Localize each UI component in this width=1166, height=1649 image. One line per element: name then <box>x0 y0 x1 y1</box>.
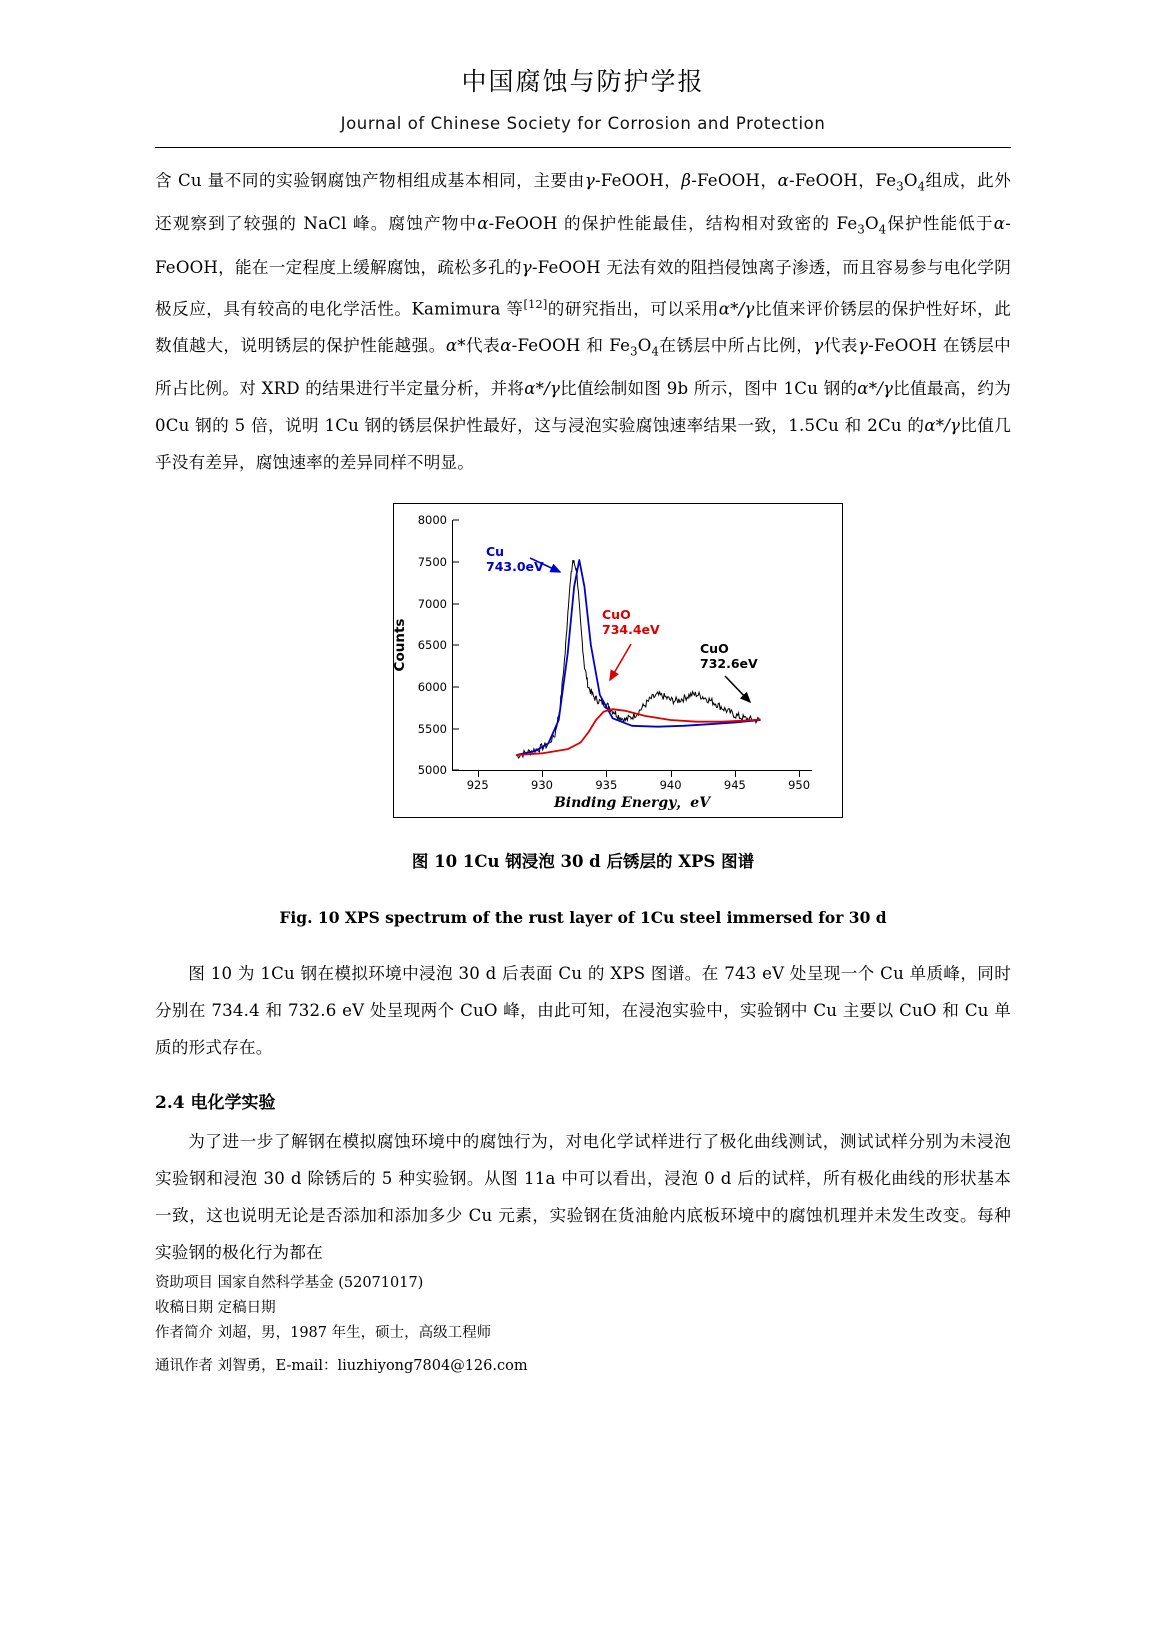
x-tick-label-945: 945 <box>723 778 746 793</box>
p1-ratio-2: α*/γ <box>524 379 561 399</box>
p1-gamma-2: γ <box>521 257 532 277</box>
p1-sub-3: 3 <box>896 179 904 194</box>
section-heading-2-4: 2.4 电化学实验 <box>155 1093 276 1114</box>
annotation-cuo-732-label: CuO <box>700 641 729 657</box>
p1-seg-k: 在锈层中所占比例， <box>659 336 814 356</box>
p1-sub-3c: 3 <box>630 344 638 359</box>
y-tick-label-7000: 7000 <box>417 596 447 611</box>
footnote-corresponding: 通讯作者 刘智勇，E-mail：liuzhiyong7804@126.com <box>155 1358 528 1375</box>
p1-o-b: O <box>864 214 879 234</box>
y-tick-label-6000: 6000 <box>417 680 447 695</box>
p1-seg-f: -FeOOH 无法有效的阻挡侵蚀离子渗透，而且容易参与电化学阴极反应，具有较高的电化学活性。Kamimura 等 <box>155 257 1011 319</box>
x-axis-label: Binding Energy，eV <box>553 795 711 812</box>
xps-chart <box>393 503 843 818</box>
p1-gamma-4: γ <box>858 336 869 356</box>
p1-ratio-4: α*/γ <box>924 416 961 436</box>
footnote-author: 作者简介 刘超，男，1987 年生，硕士，高级工程师 <box>155 1325 492 1342</box>
figure-10 <box>155 503 1011 818</box>
p1-seg-l: 代表 <box>823 336 859 356</box>
annotation-cuo-734-value: 734.4eV <box>602 622 660 638</box>
figure-caption-en: Fig. 10 XPS spectrum of the rust layer of 1Cu steel immersed for 30 d <box>279 908 887 928</box>
annotation-cuo-732-value: 732.6eV <box>700 656 758 672</box>
figure-caption-cn: 图 10 1Cu 钢浸泡 30 d 后锈层的 XPS 图谱 <box>411 852 755 872</box>
arrow-cu <box>530 558 560 572</box>
p1-seg-e: -FeOOH，能在一定程度上缓解腐蚀，疏松多孔的 <box>155 214 1012 277</box>
p1-seg-p: 比值几乎没有差异，腐蚀速率的差异同样不明显。 <box>155 416 1011 473</box>
p1-feooh-3: -FeOOH，Fe <box>789 171 897 190</box>
annotation-arrows <box>394 504 844 819</box>
p1-seg-g: 的研究指出，可以采用 <box>547 299 719 319</box>
document-body <box>155 148 1011 1271</box>
footnotes <box>155 1271 1011 1379</box>
y-tick-label-7500: 7500 <box>417 555 447 570</box>
annotation-cu-label: Cu <box>486 544 505 560</box>
p1-seg-b: 组成，此外还观察到了较强的 NaCl 峰。腐蚀产物中 <box>155 171 1012 234</box>
y-tick-label-6500: 6500 <box>417 638 447 653</box>
p1-beta: β <box>681 171 692 190</box>
p1-ratio-3: α*/γ <box>857 379 894 399</box>
y-tick-label-5500: 5500 <box>417 721 447 736</box>
x-tick-label-925: 925 <box>466 778 489 793</box>
p1-alpha-3: α <box>993 214 1006 234</box>
p1-seg-h: 比值来评价锈层的保护性好坏，此数值越大，说明锈层的保护性能越强。 <box>155 299 1012 356</box>
arrow-cuo-732 <box>725 676 750 702</box>
footnote-fund: 资助项目 国家自然科学基金 (52071017) <box>155 1275 424 1292</box>
p1-alpha-1: α <box>777 171 790 190</box>
p1-o: O <box>903 171 918 190</box>
annotation-cu-value: 743.0eV <box>486 559 544 575</box>
p1-citation: [12] <box>523 297 548 311</box>
p1-alpha-star-1: α* <box>445 336 466 356</box>
footnote-dates: 收稿日期 定稿日期 <box>155 1300 276 1317</box>
journal-title-en: Journal of Chinese Society for Corrosion and Protection <box>340 114 826 133</box>
p1-seg-c: -FeOOH 的保护性能最佳，结构相对致密的 Fe <box>488 214 858 234</box>
paragraph-3: 为了进一步了解钢在模拟腐蚀环境中的腐蚀行为，对电化学试样进行了极化曲线测试，测试试样分别为未浸泡实验钢和浸泡 30 d 除锈后的 5 种实验钢。从图 11a 中可以看出，浸泡 0 d 后的试样，所有极化曲线的形状基本一致，这也说明无论是否添加和添加多少 Cu 元素，实验钢在货油舱内底板环境中的腐蚀机理并未发生改变。每种实验钢的极化行为都在 <box>155 1132 1011 1263</box>
p1-ratio-1: α*/γ <box>718 299 755 319</box>
p1-feooh-1: -FeOOH， <box>594 171 682 190</box>
paragraph-2: 图 10 为 1Cu 钢在模拟环境中浸泡 30 d 后表面 Cu 的 XPS 图谱。在 743 eV 处呈现一个 Cu 单质峰，同时分别在 734.4 和 732.6 eV 处呈现两个 CuO 峰，由此可知，在浸泡实验中，实验钢中 Cu 主要以 CuO 和 Cu 单质的形式存在。 <box>155 964 1011 1058</box>
x-tick-label-930: 930 <box>531 778 553 793</box>
p1-gamma-1: γ <box>584 171 595 190</box>
p1-o-c: O <box>637 336 652 356</box>
journal-title-cn: 中国腐蚀与防护学报 <box>461 67 705 96</box>
p1-sub-4b: 4 <box>878 222 887 237</box>
x-axis-unit: eV <box>690 795 711 812</box>
p1-seg-d: 保护性能低于 <box>886 214 994 234</box>
y-axis-label: Counts <box>392 619 408 672</box>
p1-seg-a: 含 Cu 量不同的实验钢腐蚀产物相组成基本相同，主要由 <box>155 171 585 190</box>
x-axis-label-text: Binding Energy <box>553 795 677 812</box>
p1-seg-i: 代表 <box>465 336 501 356</box>
p1-gamma-3: γ <box>813 336 824 356</box>
p1-seg-n: 比值绘制如图 9b 所示，图中 1Cu 钢的 <box>560 379 858 399</box>
arrow-cuo-734 <box>610 644 631 680</box>
x-tick-label-940: 940 <box>659 778 682 793</box>
journal-header <box>0 0 1166 148</box>
p1-alpha-2: α <box>477 214 489 234</box>
p1-seg-o: 比值最高，约为 0Cu 钢的 5 倍，说明 1Cu 钢的锈层保护性最好，这与浸泡实验腐蚀速率结果一致，1.5Cu 和 2Cu 的 <box>155 379 1012 436</box>
annotation-cuo-734-label: CuO <box>602 607 631 623</box>
y-tick-label-8000: 8000 <box>417 513 447 528</box>
x-tick-label-935: 935 <box>595 778 618 793</box>
p1-alpha-4: α <box>500 336 512 356</box>
p1-seg-j: -FeOOH 和 Fe <box>511 336 631 356</box>
p1-sub-3b: 3 <box>857 222 865 237</box>
x-tick-label-950: 950 <box>788 778 811 793</box>
p1-sub-4c: 4 <box>651 344 660 359</box>
p1-seg-m: -FeOOH 在锈层中所占比例。对 XRD 的结果进行半定量分析，并将 <box>155 336 1011 399</box>
p1-feooh-2: -FeOOH， <box>691 171 778 190</box>
y-tick-label-5000: 5000 <box>417 763 447 778</box>
paragraph-1 <box>155 162 1011 481</box>
p1-sub-4: 4 <box>917 179 926 194</box>
